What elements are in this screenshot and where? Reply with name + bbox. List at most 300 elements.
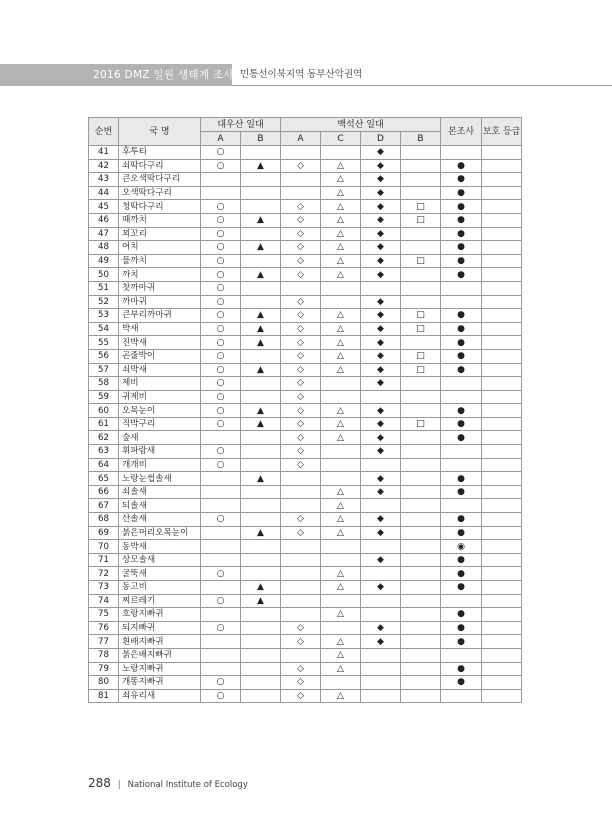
species-name: 청딱다구리: [119, 200, 201, 214]
occurrence-mark: [482, 281, 522, 295]
occurrence-mark: [201, 526, 241, 540]
occurrence-mark: ●: [441, 159, 482, 173]
occurrence-mark: △: [321, 254, 361, 268]
occurrence-mark: □: [401, 322, 441, 336]
occurrence-mark: △: [321, 213, 361, 227]
occurrence-mark: [482, 581, 522, 595]
row-number: 70: [89, 540, 119, 554]
row-number: 42: [89, 159, 119, 173]
occurrence-mark: ▲: [241, 417, 281, 431]
row-number: 52: [89, 295, 119, 309]
table-row: [89, 200, 522, 214]
table-row: [89, 648, 522, 662]
occurrence-mark: [201, 485, 241, 499]
table-row: [89, 499, 522, 513]
occurrence-mark: ○: [201, 676, 241, 690]
table-row: [89, 485, 522, 499]
occurrence-mark: [482, 594, 522, 608]
occurrence-mark: ◇: [281, 241, 321, 255]
table-row: [89, 309, 522, 323]
occurrence-mark: [441, 499, 482, 513]
table-row: [89, 526, 522, 540]
occurrence-mark: [321, 458, 361, 472]
occurrence-mark: ○: [201, 309, 241, 323]
occurrence-mark: [401, 485, 441, 499]
occurrence-mark: [281, 553, 321, 567]
occurrence-mark: ◇: [281, 513, 321, 527]
occurrence-mark: [241, 689, 281, 703]
occurrence-mark: [401, 227, 441, 241]
occurrence-mark: ◆: [361, 485, 401, 499]
occurrence-mark: ◇: [281, 322, 321, 336]
occurrence-mark: ○: [201, 377, 241, 391]
occurrence-mark: △: [321, 186, 361, 200]
occurrence-mark: [241, 540, 281, 554]
table-row: [89, 621, 522, 635]
occurrence-mark: ●: [441, 485, 482, 499]
species-name: 오색딱다구리: [119, 186, 201, 200]
occurrence-mark: ○: [201, 159, 241, 173]
occurrence-mark: ●: [441, 349, 482, 363]
occurrence-mark: ●: [441, 322, 482, 336]
occurrence-mark: [482, 499, 522, 513]
occurrence-mark: [482, 227, 522, 241]
table-row: [89, 594, 522, 608]
occurrence-mark: [482, 485, 522, 499]
occurrence-mark: △: [321, 309, 361, 323]
species-name: 개똥지빠귀: [119, 676, 201, 690]
occurrence-mark: [241, 200, 281, 214]
occurrence-mark: [281, 485, 321, 499]
species-name: 꾀꼬리: [119, 227, 201, 241]
row-number: 54: [89, 322, 119, 336]
species-name: 곤줄박이: [119, 349, 201, 363]
occurrence-mark: ▲: [241, 526, 281, 540]
occurrence-mark: [482, 390, 522, 404]
occurrence-mark: ○: [201, 295, 241, 309]
occurrence-mark: [401, 662, 441, 676]
occurrence-mark: [441, 377, 482, 391]
occurrence-mark: [241, 227, 281, 241]
row-number: 68: [89, 513, 119, 527]
occurrence-mark: ◆: [361, 377, 401, 391]
occurrence-mark: [361, 662, 401, 676]
occurrence-mark: [482, 417, 522, 431]
occurrence-mark: ●: [441, 567, 482, 581]
occurrence-mark: ○: [201, 458, 241, 472]
occurrence-mark: [281, 472, 321, 486]
occurrence-mark: ◇: [281, 662, 321, 676]
occurrence-mark: [401, 173, 441, 187]
occurrence-mark: ◇: [281, 390, 321, 404]
bird-survey-table: [88, 117, 522, 703]
occurrence-mark: △: [321, 526, 361, 540]
table-row: [89, 662, 522, 676]
occurrence-mark: [482, 662, 522, 676]
occurrence-mark: △: [321, 431, 361, 445]
occurrence-mark: [281, 173, 321, 187]
occurrence-mark: [241, 254, 281, 268]
row-number: 62: [89, 431, 119, 445]
occurrence-mark: ●: [441, 404, 482, 418]
occurrence-mark: [482, 608, 522, 622]
species-name: 까마귀: [119, 295, 201, 309]
occurrence-mark: ▲: [241, 404, 281, 418]
occurrence-mark: ●: [441, 621, 482, 635]
occurrence-mark: [482, 295, 522, 309]
occurrence-mark: ◇: [281, 526, 321, 540]
occurrence-mark: [482, 431, 522, 445]
species-name: 큰오색딱다구리: [119, 173, 201, 187]
occurrence-mark: [201, 540, 241, 554]
occurrence-mark: [482, 567, 522, 581]
occurrence-mark: ◇: [281, 404, 321, 418]
occurrence-mark: ◇: [281, 336, 321, 350]
occurrence-mark: [441, 390, 482, 404]
occurrence-mark: [441, 689, 482, 703]
occurrence-mark: ◇: [281, 676, 321, 690]
occurrence-mark: ▲: [241, 363, 281, 377]
occurrence-mark: △: [321, 349, 361, 363]
occurrence-mark: ●: [441, 268, 482, 282]
occurrence-mark: ◆: [361, 431, 401, 445]
table-row: [89, 281, 522, 295]
occurrence-mark: [241, 431, 281, 445]
species-name: 찻까마귀: [119, 281, 201, 295]
table-row: [89, 227, 522, 241]
occurrence-mark: [241, 349, 281, 363]
occurrence-mark: [401, 458, 441, 472]
occurrence-mark: [441, 295, 482, 309]
species-name: 붉은머리오목눈이: [119, 526, 201, 540]
occurrence-mark: ◆: [361, 322, 401, 336]
occurrence-mark: ●: [441, 662, 482, 676]
occurrence-mark: ●: [441, 553, 482, 567]
species-name: 호랑지빠귀: [119, 608, 201, 622]
occurrence-mark: [482, 621, 522, 635]
occurrence-mark: [401, 186, 441, 200]
occurrence-mark: ○: [201, 322, 241, 336]
occurrence-mark: ○: [201, 445, 241, 459]
occurrence-mark: ○: [201, 254, 241, 268]
occurrence-mark: [321, 295, 361, 309]
occurrence-mark: [401, 159, 441, 173]
species-name: 되지빠귀: [119, 621, 201, 635]
col-header-group1: 대우산 일대: [201, 118, 281, 132]
species-name: 큰부리까마귀: [119, 309, 201, 323]
table-row: [89, 689, 522, 703]
occurrence-mark: ●: [441, 581, 482, 595]
table-row: [89, 336, 522, 350]
species-name: 노랑지빠귀: [119, 662, 201, 676]
occurrence-mark: ○: [201, 363, 241, 377]
occurrence-mark: ◆: [361, 227, 401, 241]
occurrence-mark: ○: [201, 213, 241, 227]
occurrence-mark: ◆: [361, 513, 401, 527]
row-number: 43: [89, 173, 119, 187]
occurrence-mark: [321, 377, 361, 391]
row-number: 46: [89, 213, 119, 227]
occurrence-mark: ○: [201, 349, 241, 363]
occurrence-mark: ○: [201, 336, 241, 350]
occurrence-mark: [482, 146, 522, 160]
occurrence-mark: ◇: [281, 635, 321, 649]
occurrence-mark: [361, 499, 401, 513]
species-name: 상모솔새: [119, 553, 201, 567]
occurrence-mark: [281, 540, 321, 554]
occurrence-mark: ▲: [241, 336, 281, 350]
occurrence-mark: ◇: [281, 309, 321, 323]
table-row: [89, 241, 522, 255]
occurrence-mark: [401, 281, 441, 295]
species-name: 노랑눈썹솔새: [119, 472, 201, 486]
occurrence-mark: [241, 295, 281, 309]
occurrence-mark: [401, 676, 441, 690]
occurrence-mark: △: [321, 581, 361, 595]
species-name: 동박새: [119, 540, 201, 554]
species-name: 후투티: [119, 146, 201, 160]
occurrence-mark: ◇: [281, 689, 321, 703]
occurrence-mark: [321, 540, 361, 554]
page-number: 288: [88, 776, 111, 790]
occurrence-mark: [482, 635, 522, 649]
occurrence-mark: ●: [441, 186, 482, 200]
occurrence-mark: ◆: [361, 445, 401, 459]
occurrence-mark: [241, 648, 281, 662]
occurrence-mark: [361, 676, 401, 690]
row-number: 57: [89, 363, 119, 377]
occurrence-mark: [441, 594, 482, 608]
table-row: [89, 295, 522, 309]
occurrence-mark: [241, 186, 281, 200]
occurrence-mark: ◆: [361, 472, 401, 486]
row-number: 67: [89, 499, 119, 513]
table-row: [89, 322, 522, 336]
occurrence-mark: [482, 363, 522, 377]
table-row: [89, 363, 522, 377]
occurrence-mark: ●: [441, 472, 482, 486]
col-header-g2-d: D: [361, 132, 401, 146]
species-name: 동고비: [119, 581, 201, 595]
occurrence-mark: [482, 377, 522, 391]
table-row: [89, 268, 522, 282]
occurrence-mark: ○: [201, 417, 241, 431]
occurrence-mark: [321, 594, 361, 608]
row-number: 58: [89, 377, 119, 391]
occurrence-mark: [401, 499, 441, 513]
occurrence-mark: △: [321, 404, 361, 418]
table-row: [89, 404, 522, 418]
institute-name: National Institute of Ecology: [127, 780, 248, 790]
occurrence-mark: [482, 186, 522, 200]
occurrence-mark: [361, 648, 401, 662]
occurrence-mark: [401, 689, 441, 703]
col-header-protection: 보호 등급: [482, 118, 522, 146]
occurrence-mark: △: [321, 689, 361, 703]
occurrence-mark: [361, 458, 401, 472]
occurrence-mark: [321, 621, 361, 635]
table-row: [89, 186, 522, 200]
occurrence-mark: ○: [201, 227, 241, 241]
occurrence-mark: ○: [201, 241, 241, 255]
occurrence-mark: [482, 336, 522, 350]
row-number: 61: [89, 417, 119, 431]
occurrence-mark: [482, 309, 522, 323]
occurrence-mark: △: [321, 173, 361, 187]
occurrence-mark: [361, 540, 401, 554]
occurrence-mark: [361, 608, 401, 622]
occurrence-mark: [401, 608, 441, 622]
occurrence-mark: [401, 621, 441, 635]
occurrence-mark: [281, 281, 321, 295]
occurrence-mark: [401, 445, 441, 459]
row-number: 41: [89, 146, 119, 160]
row-number: 74: [89, 594, 119, 608]
occurrence-mark: ◆: [361, 159, 401, 173]
species-name: 진박새: [119, 336, 201, 350]
occurrence-mark: [281, 499, 321, 513]
species-name: 어치: [119, 241, 201, 255]
occurrence-mark: □: [401, 349, 441, 363]
occurrence-mark: [441, 281, 482, 295]
species-name: 붉은배지빠귀: [119, 648, 201, 662]
occurrence-mark: ◇: [281, 445, 321, 459]
occurrence-mark: [482, 445, 522, 459]
occurrence-mark: [401, 268, 441, 282]
occurrence-mark: ○: [201, 390, 241, 404]
occurrence-mark: ○: [201, 513, 241, 527]
occurrence-mark: [241, 635, 281, 649]
occurrence-mark: [241, 485, 281, 499]
occurrence-mark: [401, 295, 441, 309]
occurrence-mark: ◇: [281, 268, 321, 282]
occurrence-mark: ◇: [281, 213, 321, 227]
report-subtitle: 민통선이북지역 동부산악권역: [240, 69, 363, 80]
species-name: 굴뚝새: [119, 567, 201, 581]
row-number: 73: [89, 581, 119, 595]
occurrence-mark: ◇: [281, 377, 321, 391]
occurrence-mark: [321, 553, 361, 567]
row-number: 49: [89, 254, 119, 268]
row-number: 80: [89, 676, 119, 690]
occurrence-mark: [241, 621, 281, 635]
occurrence-mark: ◇: [281, 458, 321, 472]
occurrence-mark: [241, 390, 281, 404]
occurrence-mark: ◇: [281, 349, 321, 363]
occurrence-mark: [482, 458, 522, 472]
occurrence-mark: [482, 526, 522, 540]
occurrence-mark: △: [321, 635, 361, 649]
occurrence-mark: [482, 513, 522, 527]
occurrence-mark: ▲: [241, 472, 281, 486]
occurrence-mark: [241, 676, 281, 690]
occurrence-mark: ◇: [281, 200, 321, 214]
table-row: [89, 377, 522, 391]
occurrence-mark: [201, 431, 241, 445]
col-header-group2: 백석산 일대: [281, 118, 441, 132]
row-number: 78: [89, 648, 119, 662]
occurrence-mark: ●: [441, 241, 482, 255]
occurrence-mark: [401, 472, 441, 486]
occurrence-mark: □: [401, 254, 441, 268]
occurrence-mark: [241, 567, 281, 581]
occurrence-mark: ◇: [281, 363, 321, 377]
occurrence-mark: ◇: [281, 254, 321, 268]
occurrence-mark: □: [401, 417, 441, 431]
species-name: 쇠솔새: [119, 485, 201, 499]
occurrence-mark: [482, 540, 522, 554]
occurrence-mark: △: [321, 485, 361, 499]
occurrence-mark: [441, 648, 482, 662]
occurrence-mark: □: [401, 309, 441, 323]
occurrence-mark: [361, 281, 401, 295]
species-name: 직박구리: [119, 417, 201, 431]
occurrence-mark: ◆: [361, 553, 401, 567]
occurrence-mark: ○: [201, 594, 241, 608]
row-number: 45: [89, 200, 119, 214]
header-divider: [232, 85, 612, 86]
table-row: [89, 349, 522, 363]
species-name: 박새: [119, 322, 201, 336]
occurrence-mark: [482, 648, 522, 662]
occurrence-mark: ○: [201, 281, 241, 295]
col-header-g2-c: C: [321, 132, 361, 146]
species-name: 오목눈이: [119, 404, 201, 418]
occurrence-mark: [401, 567, 441, 581]
occurrence-mark: ▲: [241, 581, 281, 595]
table-row: [89, 159, 522, 173]
footer-separator: |: [117, 780, 121, 790]
occurrence-mark: ○: [201, 200, 241, 214]
occurrence-mark: ●: [441, 526, 482, 540]
occurrence-mark: ◆: [361, 254, 401, 268]
species-name: 휘파람새: [119, 445, 201, 459]
row-number: 65: [89, 472, 119, 486]
table-row: [89, 146, 522, 160]
occurrence-mark: □: [401, 363, 441, 377]
occurrence-mark: [241, 146, 281, 160]
occurrence-mark: ●: [441, 635, 482, 649]
occurrence-mark: ◆: [361, 417, 401, 431]
page-footer: [88, 776, 248, 790]
occurrence-mark: [401, 594, 441, 608]
occurrence-mark: ◇: [281, 159, 321, 173]
occurrence-mark: [401, 553, 441, 567]
occurrence-mark: [361, 594, 401, 608]
species-name: 귀제비: [119, 390, 201, 404]
occurrence-mark: [281, 567, 321, 581]
table-row: [89, 513, 522, 527]
row-number: 47: [89, 227, 119, 241]
occurrence-mark: △: [321, 241, 361, 255]
occurrence-mark: ◆: [361, 173, 401, 187]
page-header: [0, 64, 612, 86]
occurrence-mark: [361, 689, 401, 703]
row-number: 76: [89, 621, 119, 635]
occurrence-mark: [482, 200, 522, 214]
occurrence-mark: ◆: [361, 635, 401, 649]
occurrence-mark: ▲: [241, 213, 281, 227]
occurrence-mark: ▲: [241, 594, 281, 608]
table-row: [89, 458, 522, 472]
row-number: 53: [89, 309, 119, 323]
row-number: 66: [89, 485, 119, 499]
occurrence-mark: ●: [441, 608, 482, 622]
occurrence-mark: □: [401, 200, 441, 214]
occurrence-mark: [482, 254, 522, 268]
occurrence-mark: [321, 445, 361, 459]
occurrence-mark: [241, 173, 281, 187]
